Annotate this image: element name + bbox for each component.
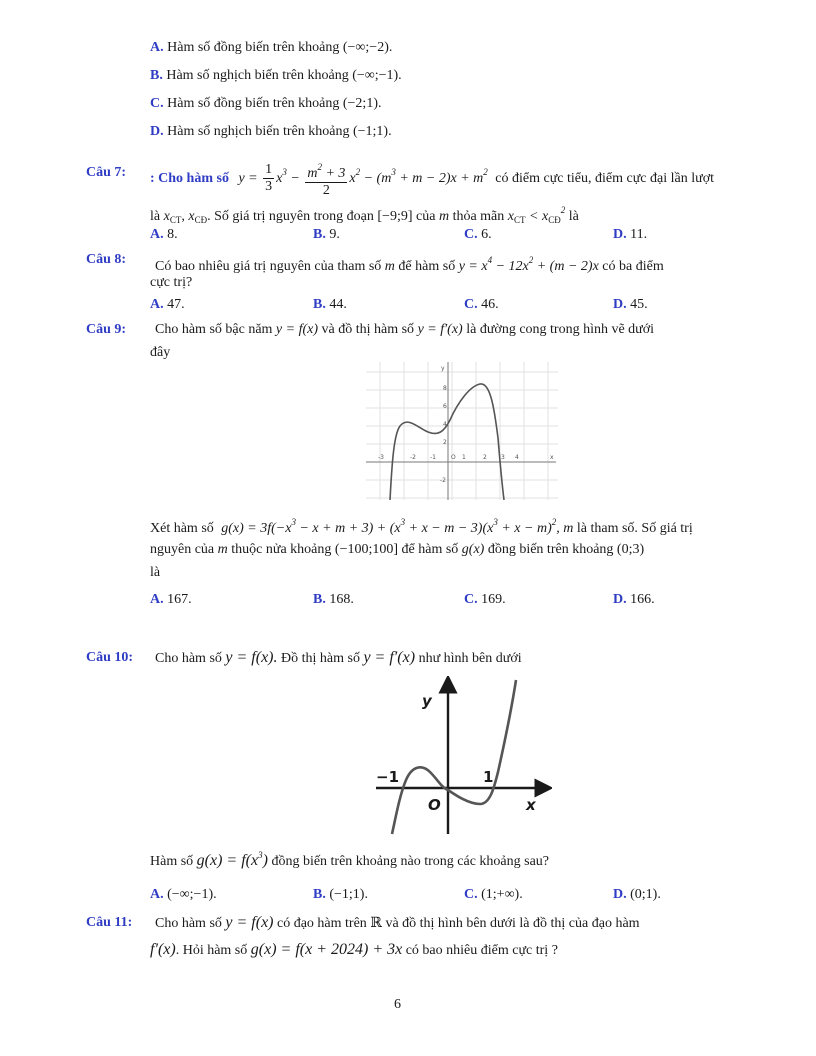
tick-label-minus-1: −1 bbox=[376, 768, 400, 786]
text: là bbox=[150, 209, 161, 224]
option-letter: C. bbox=[464, 227, 478, 242]
q11-stem-line1 bbox=[155, 913, 640, 934]
option-text: 166. bbox=[630, 592, 655, 607]
option-letter: B. bbox=[150, 68, 163, 83]
option-text: Hàm số nghịch biến trên khoảng (−∞;−1). bbox=[166, 68, 402, 83]
text: đồng biến trên khoảng nào trong các khoảng sau? bbox=[271, 854, 550, 869]
q6-option-b[interactable] bbox=[150, 66, 402, 86]
math-formula: $y = x^4 - 12x^2 + (m - 2)x$ bbox=[458, 255, 599, 274]
q11-stem-line2 bbox=[150, 940, 558, 961]
math-yfpx: y = f′(x) bbox=[417, 322, 463, 337]
q7-stem-line1 bbox=[150, 152, 714, 198]
math-yfx: y = f(x). bbox=[225, 649, 278, 666]
math-yfpx: y = f′(x) bbox=[363, 649, 416, 666]
option-text: 46. bbox=[481, 297, 499, 312]
option-letter: D. bbox=[613, 887, 627, 902]
text: thuộc nửa khoảng bbox=[231, 542, 332, 557]
option-letter: C. bbox=[150, 96, 164, 111]
option-letter: A. bbox=[150, 592, 164, 607]
math-interval: [−9;9] bbox=[377, 209, 413, 224]
math-interval: (0;3) bbox=[616, 542, 645, 557]
math-xcd: $x_{CĐ}$ bbox=[188, 209, 208, 225]
math-yfx: y = f(x) bbox=[275, 322, 319, 337]
q7-stem-line2: là $x_{CT}$, $x_{CĐ}$. Số giá trị nguyên trong đoạn [−9;9] của m thỏa mãn $x_{CT} < x_{CĐ}^2$ là bbox=[150, 205, 579, 225]
text: là bbox=[568, 209, 579, 224]
math-gx: g(x) = f(x + 2024) + 3x bbox=[250, 941, 403, 958]
text: Cho hàm số bậc năm bbox=[155, 322, 273, 337]
q7-option-d[interactable] bbox=[613, 225, 647, 245]
axis-label-y: y bbox=[422, 692, 432, 710]
math-m: m bbox=[384, 259, 395, 274]
math-fpx: f′(x) bbox=[150, 941, 176, 958]
q9-derivative-graph bbox=[366, 362, 558, 500]
tick-x-1: 1 bbox=[462, 454, 466, 461]
derivative-curve bbox=[390, 384, 504, 500]
text: để hàm số bbox=[401, 542, 459, 557]
option-letter: D. bbox=[613, 227, 627, 242]
option-letter: A. bbox=[150, 297, 164, 312]
option-text: 167. bbox=[167, 592, 192, 607]
tick-x-2: 2 bbox=[483, 454, 487, 461]
text: để hàm số bbox=[398, 259, 456, 274]
q8-option-c[interactable] bbox=[464, 295, 499, 315]
q9-stem-line1 bbox=[155, 320, 654, 340]
math-gx: g(x) bbox=[461, 542, 485, 557]
q7-label: Câu 7: bbox=[86, 165, 127, 180]
text: đồng biến trên khoảng bbox=[487, 542, 614, 557]
option-text: 45. bbox=[630, 297, 648, 312]
text: của bbox=[416, 209, 436, 224]
option-text: Hàm số đồng biến trên khoảng (−∞;−2). bbox=[167, 40, 393, 55]
tick-y-m2: -2 bbox=[440, 477, 446, 484]
tick-label-1: 1 bbox=[483, 768, 494, 786]
origin-label: O bbox=[428, 796, 441, 814]
option-text: (−1;1). bbox=[329, 887, 368, 902]
axis-label-x: x bbox=[550, 454, 554, 461]
text: Hàm số bbox=[150, 854, 194, 869]
tick-x-m3: -3 bbox=[378, 454, 384, 461]
option-letter: C. bbox=[464, 592, 478, 607]
axis-label-y: y bbox=[441, 365, 445, 372]
q8-stem-line2: cực trị? bbox=[150, 275, 193, 290]
q10-option-d[interactable] bbox=[613, 885, 661, 905]
option-letter: D. bbox=[613, 592, 627, 607]
option-text: 47. bbox=[167, 297, 185, 312]
option-letter: A. bbox=[150, 887, 164, 902]
option-text: 9. bbox=[329, 227, 340, 242]
option-letter: C. bbox=[464, 887, 478, 902]
q8-option-a[interactable] bbox=[150, 295, 185, 315]
q9-option-a[interactable] bbox=[150, 590, 192, 610]
q10-stem-line2 bbox=[150, 845, 549, 872]
q9-option-d[interactable] bbox=[613, 590, 655, 610]
text: có ba điểm bbox=[602, 259, 664, 274]
math-reals: ℝ bbox=[370, 915, 382, 931]
option-text: 8. bbox=[167, 227, 178, 242]
q9-line-a bbox=[150, 510, 693, 534]
axis-label-x: x bbox=[526, 796, 536, 814]
text: thỏa mãn bbox=[452, 209, 505, 224]
option-letter: D. bbox=[613, 297, 627, 312]
math-gx: $g(x) = 3f(-x^3 - x + m + 3) + (x^3 + x - m - 3)(x^3 + x - m)^2$, m bbox=[221, 517, 574, 536]
q8-label: Câu 8: bbox=[86, 252, 127, 267]
q10-option-c[interactable] bbox=[464, 885, 523, 905]
option-letter: B. bbox=[313, 227, 326, 242]
q9-stem-line2: đây bbox=[150, 345, 171, 360]
q9-option-c[interactable] bbox=[464, 590, 506, 610]
text: Đồ thị hàm số bbox=[281, 651, 360, 666]
option-text: (0;1). bbox=[630, 887, 661, 902]
math-yfx: y = f(x) bbox=[225, 914, 274, 931]
option-text: 6. bbox=[481, 227, 492, 242]
option-letter: A. bbox=[150, 227, 164, 242]
option-text: 169. bbox=[481, 592, 506, 607]
tick-x-m2: -2 bbox=[410, 454, 416, 461]
q6-option-a[interactable] bbox=[150, 38, 392, 58]
math-xct: $x_{CT}$ bbox=[163, 209, 182, 225]
page-number: 6 bbox=[394, 997, 401, 1012]
text: Cho hàm số bbox=[155, 651, 222, 666]
text: . Hỏi hàm số bbox=[175, 943, 248, 958]
q7-intro-prefix: : Cho hàm số bbox=[150, 171, 229, 186]
q10-option-a[interactable] bbox=[150, 885, 217, 905]
text: . Số giá trị nguyên trong đoạn bbox=[207, 209, 374, 224]
q8-stem-line1 bbox=[155, 250, 664, 277]
option-text: Hàm số đồng biến trên khoảng (−2;1). bbox=[167, 96, 382, 111]
text: Có bao nhiêu giá trị nguyên của tham số bbox=[155, 259, 382, 274]
q6-option-c[interactable] bbox=[150, 94, 381, 114]
text: có đạo hàm trên bbox=[277, 916, 367, 931]
tick-y-6: 6 bbox=[443, 403, 447, 410]
tick-x-3: 3 bbox=[501, 454, 505, 461]
option-letter: B. bbox=[313, 887, 326, 902]
q7-option-a[interactable] bbox=[150, 225, 178, 245]
math-m: m bbox=[217, 542, 228, 557]
q7-formula: y = $\frac{1}{3}$ $x^3$ − $\frac{m^2 + 3}{2}$ $x^2 - (m^3 + m - 2)x + m^2$ bbox=[238, 171, 487, 186]
q10-derivative-graph bbox=[372, 676, 552, 836]
text: và đồ thị hàm số bbox=[321, 322, 415, 337]
text: là tham số. Số giá trị bbox=[576, 521, 693, 536]
q10-label: Câu 10: bbox=[86, 650, 134, 665]
q7-option-b[interactable] bbox=[313, 225, 340, 245]
option-text: 11. bbox=[630, 227, 648, 242]
option-letter: A. bbox=[150, 40, 164, 55]
q8-option-b[interactable] bbox=[313, 295, 347, 315]
q9-label: Câu 9: bbox=[86, 322, 127, 337]
tick-y-8: 8 bbox=[443, 385, 447, 392]
text: nguyên của bbox=[150, 542, 215, 557]
option-text: Hàm số nghịch biến trên khoảng (−1;1). bbox=[167, 124, 392, 139]
grid bbox=[366, 362, 558, 500]
option-letter: C. bbox=[464, 297, 478, 312]
q11-label: Câu 11: bbox=[86, 915, 133, 930]
q7-option-c[interactable] bbox=[464, 225, 492, 245]
q10-stem-line1 bbox=[155, 648, 522, 669]
derivative-curve bbox=[392, 680, 516, 834]
text: có bao nhiêu điểm cực trị ? bbox=[405, 943, 558, 958]
q9-option-b[interactable] bbox=[313, 590, 354, 610]
q9-line-b bbox=[150, 540, 644, 560]
option-text: 168. bbox=[329, 592, 354, 607]
q9-line-c: là bbox=[150, 565, 161, 580]
math-m: m bbox=[438, 209, 450, 224]
text: là đường cong trong hình vẽ dưới bbox=[466, 322, 655, 337]
q8-option-d[interactable] bbox=[613, 295, 648, 315]
math-interval: (−100;100] bbox=[334, 542, 399, 557]
option-text: 44. bbox=[329, 297, 347, 312]
tick-y-4: 4 bbox=[443, 421, 447, 428]
option-letter: D. bbox=[150, 124, 164, 139]
tick-y-2: 2 bbox=[443, 439, 447, 446]
option-letter: B. bbox=[313, 297, 326, 312]
option-text: (−∞;−1). bbox=[167, 887, 217, 902]
option-letter: B. bbox=[313, 592, 326, 607]
option-text: (1;+∞). bbox=[481, 887, 523, 902]
tick-x-m1: -1 bbox=[430, 454, 436, 461]
tick-origin: O bbox=[451, 454, 456, 461]
q10-option-b[interactable] bbox=[313, 885, 368, 905]
q6-option-d[interactable] bbox=[150, 122, 392, 142]
q7-tail-text: có điểm cực tiểu, điểm cực đại lần lượt bbox=[495, 171, 714, 186]
math-gx: $g(x) = f(x^3)$ bbox=[196, 850, 268, 869]
text: Cho hàm số bbox=[155, 916, 222, 931]
text: như hình bên dưới bbox=[418, 651, 522, 666]
tick-x-4: 4 bbox=[515, 454, 519, 461]
text: và đồ thị hình bên dưới là đồ thị của đạo hàm bbox=[385, 916, 640, 931]
math-ineq: $x_{CT} < x_{CĐ}^2$ bbox=[507, 205, 566, 225]
text: Xét hàm số bbox=[150, 521, 214, 536]
